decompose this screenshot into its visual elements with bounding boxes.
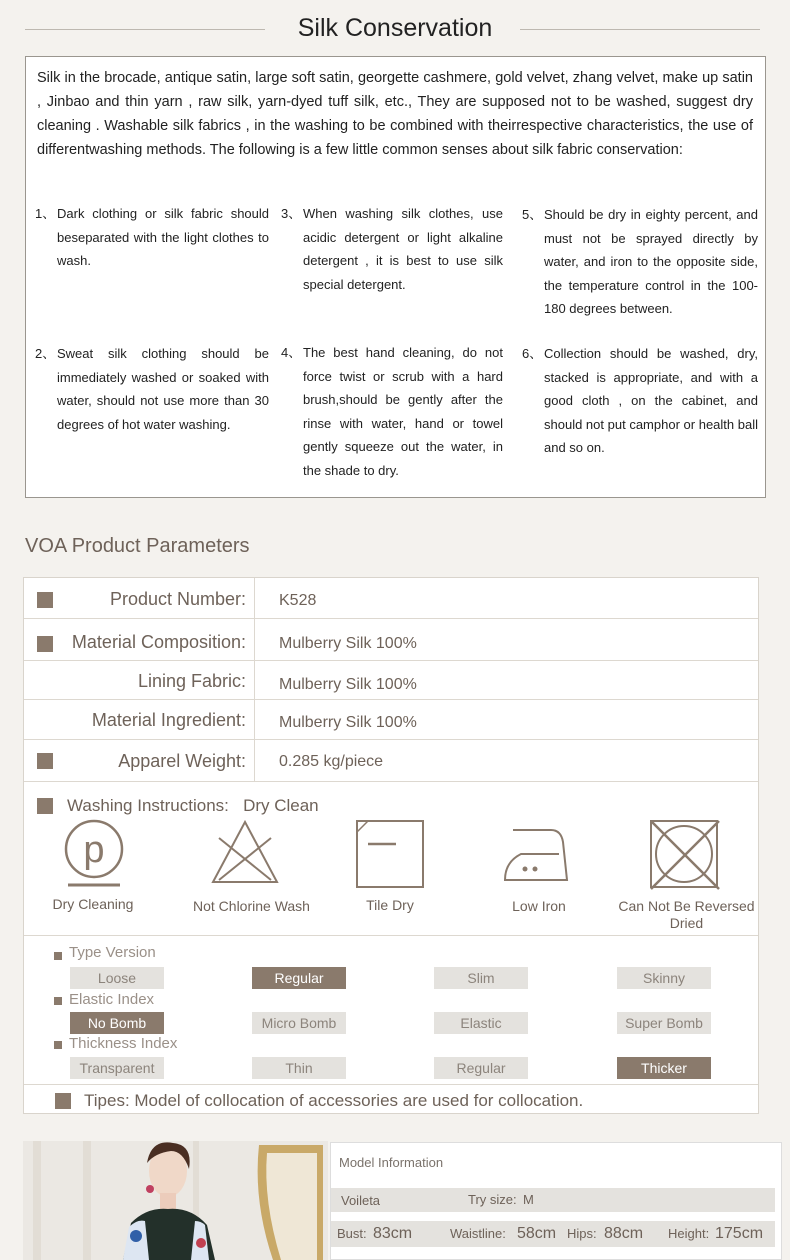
- type-option-loose[interactable]: Loose: [70, 967, 164, 989]
- bust-value: 83cm: [373, 1225, 413, 1242]
- type-option-skinny[interactable]: Skinny: [617, 967, 711, 989]
- param-row-material-ingredient: [24, 700, 758, 740]
- tip-5: [522, 203, 758, 321]
- bullet-square-icon: [54, 1041, 62, 1049]
- tile-dry-square-icon: [354, 818, 426, 890]
- model-info-title: Model Information: [339, 1155, 444, 1170]
- elastic-option-super-bomb[interactable]: Super Bomb: [617, 1012, 711, 1034]
- svg-text:p: p: [83, 829, 105, 871]
- washing-label: Washing Instructions:: [67, 796, 229, 815]
- tip-number: 3、: [281, 206, 302, 221]
- elastic-option-micro-bomb[interactable]: Micro Bomb: [252, 1012, 346, 1034]
- model-name-bar: [331, 1188, 775, 1212]
- bullet-square-icon: [37, 636, 53, 652]
- param-label: Product Number:: [109, 589, 246, 609]
- try-size-value: M: [523, 1192, 534, 1207]
- param-label: Lining Fabric:: [137, 671, 246, 691]
- elastic-option-elastic[interactable]: Elastic: [434, 1012, 528, 1034]
- param-value: K528: [279, 592, 317, 609]
- no-chlorine-triangle-icon: [209, 818, 281, 886]
- dry-clean-p-icon: [64, 819, 126, 889]
- thickness-option-regular[interactable]: Regular: [434, 1057, 528, 1079]
- silk-intro-text: Silk in the brocade, antique satin, large soft satin, georgette cashmere, gold velvet, zhang velvet, make up satin , Jinbao and thin yarn , raw silk, yarn-dyed tuff silk, etc., They are supposed not to be washed, suggest dry cleaning . Washable silk fabrics , in the washing to be combined with theirrespective characteristics, the use of differentwashing methods. The following is a few little common senses about silk fabric conservation:: [37, 70, 753, 158]
- washing-value: Dry Clean: [243, 796, 319, 815]
- waist-value: 58cm: [517, 1225, 557, 1242]
- param-row-apparel-weight: [24, 740, 758, 782]
- bullet-square-icon: [37, 753, 53, 769]
- tip-text: Collection should be washed, dry, stacked is appropriate, and with a good cloth , on the cabinet, and should not put camphor or health ball and so on.: [544, 346, 758, 455]
- wash-label: Low Iron: [512, 898, 566, 914]
- tip-number: 4、: [281, 345, 302, 360]
- no-tumble-dry-icon: [647, 817, 723, 891]
- param-row-product-number: [24, 578, 758, 619]
- model-photo: [23, 1141, 328, 1260]
- tip-number: 6、: [522, 346, 543, 361]
- row-divider: [254, 619, 255, 660]
- bust-label: Bust:: [337, 1226, 367, 1241]
- param-row-lining-fabric: [24, 661, 758, 700]
- tip-1: [35, 202, 269, 273]
- row-divider: [254, 740, 255, 781]
- row-divider: [254, 661, 255, 699]
- thickness-index-label: Thickness Index: [69, 1035, 178, 1052]
- param-label: Material Composition:: [71, 632, 246, 652]
- param-value: Mulberry Silk 100%: [279, 635, 417, 652]
- bullet-square-icon: [55, 1093, 71, 1109]
- section-divider: [24, 935, 758, 936]
- params-title: VOA Product Parameters: [25, 535, 250, 557]
- param-value: 0.285 kg/piece: [279, 753, 384, 770]
- model-name: Voileta: [341, 1193, 381, 1208]
- silk-conservation-title: Silk Conservation: [297, 14, 493, 42]
- param-row-material-composition: [24, 619, 758, 661]
- washing-instructions-label: [67, 796, 319, 816]
- bullet-square-icon: [37, 798, 53, 814]
- wash-label: Can Not Be Reversed Dried: [618, 898, 755, 931]
- bullet-square-icon: [54, 997, 62, 1005]
- hips-value: 88cm: [604, 1225, 644, 1242]
- tip-text: Dark clothing or silk fabric should beseparated with the light clothes to wash.: [57, 206, 269, 268]
- height-value: 175cm: [715, 1225, 764, 1242]
- hips-label: Hips:: [567, 1226, 597, 1241]
- bullet-square-icon: [37, 592, 53, 608]
- tip-6: [522, 342, 758, 460]
- model-measurements-bar: [331, 1221, 775, 1247]
- row-divider: [254, 578, 255, 618]
- type-option-regular[interactable]: Regular: [252, 967, 346, 989]
- tip-number: 1、: [35, 206, 56, 221]
- bullet-square-icon: [54, 952, 62, 960]
- tip-text: When washing silk clothes, use acidic detergent or light alkaline detergent , it is best to use silk special detergent.: [303, 206, 503, 292]
- model-photo-illustration: [23, 1141, 328, 1260]
- elastic-index-label: Elastic Index: [69, 991, 155, 1008]
- model-info-panel: [330, 1142, 782, 1260]
- waist-label: Waistline:: [450, 1226, 506, 1241]
- param-value: Mulberry Silk 100%: [279, 714, 417, 731]
- param-label: Apparel Weight:: [118, 751, 246, 771]
- thickness-option-thin[interactable]: Thin: [252, 1057, 346, 1079]
- silk-conservation-panel: [25, 56, 766, 498]
- tip-4: [281, 341, 503, 482]
- row-divider: [254, 700, 255, 739]
- param-value: Mulberry Silk 100%: [279, 676, 417, 693]
- tip-number: 5、: [522, 207, 543, 222]
- low-iron-icon: [501, 822, 571, 884]
- thickness-option-thicker[interactable]: Thicker: [617, 1057, 711, 1079]
- thickness-option-transparent[interactable]: Transparent: [70, 1057, 164, 1079]
- section-divider: [24, 1084, 758, 1085]
- tip-text: The best hand cleaning, do not force twist or scrub with a hard brush,should be gently after the rinse with water, hand or towel gently squeeze out the water, in the shade to dry.: [303, 345, 503, 478]
- elastic-option-no-bomb[interactable]: No Bomb: [70, 1012, 164, 1034]
- tip-2: [35, 342, 269, 436]
- tip-text: Should be dry in eighty percent, and must not be sprayed directly by water, and iron to the opposite side, the temperature control in the 100-180 degrees between.: [544, 207, 758, 316]
- param-label: Material Ingredient:: [91, 710, 246, 730]
- tips-text: Tipes: Model of collocation of accessories are used for collocation.: [84, 1091, 584, 1110]
- wash-label: Tile Dry: [366, 897, 414, 913]
- tip-text: Sweat silk clothing should be immediately washed or soaked with water, should not use more than 30 degrees of hot water washing.: [57, 346, 269, 432]
- type-version-label: Type Version: [69, 944, 156, 961]
- tip-number: 2、: [35, 346, 56, 361]
- height-label: Height:: [668, 1226, 710, 1241]
- wash-label: Dry Cleaning: [52, 896, 134, 912]
- try-size-label: Try size:: [468, 1192, 517, 1207]
- wash-label: Not Chlorine Wash: [193, 898, 310, 914]
- type-option-slim[interactable]: Slim: [434, 967, 528, 989]
- tip-3: [281, 202, 503, 296]
- params-panel: [23, 577, 759, 1114]
